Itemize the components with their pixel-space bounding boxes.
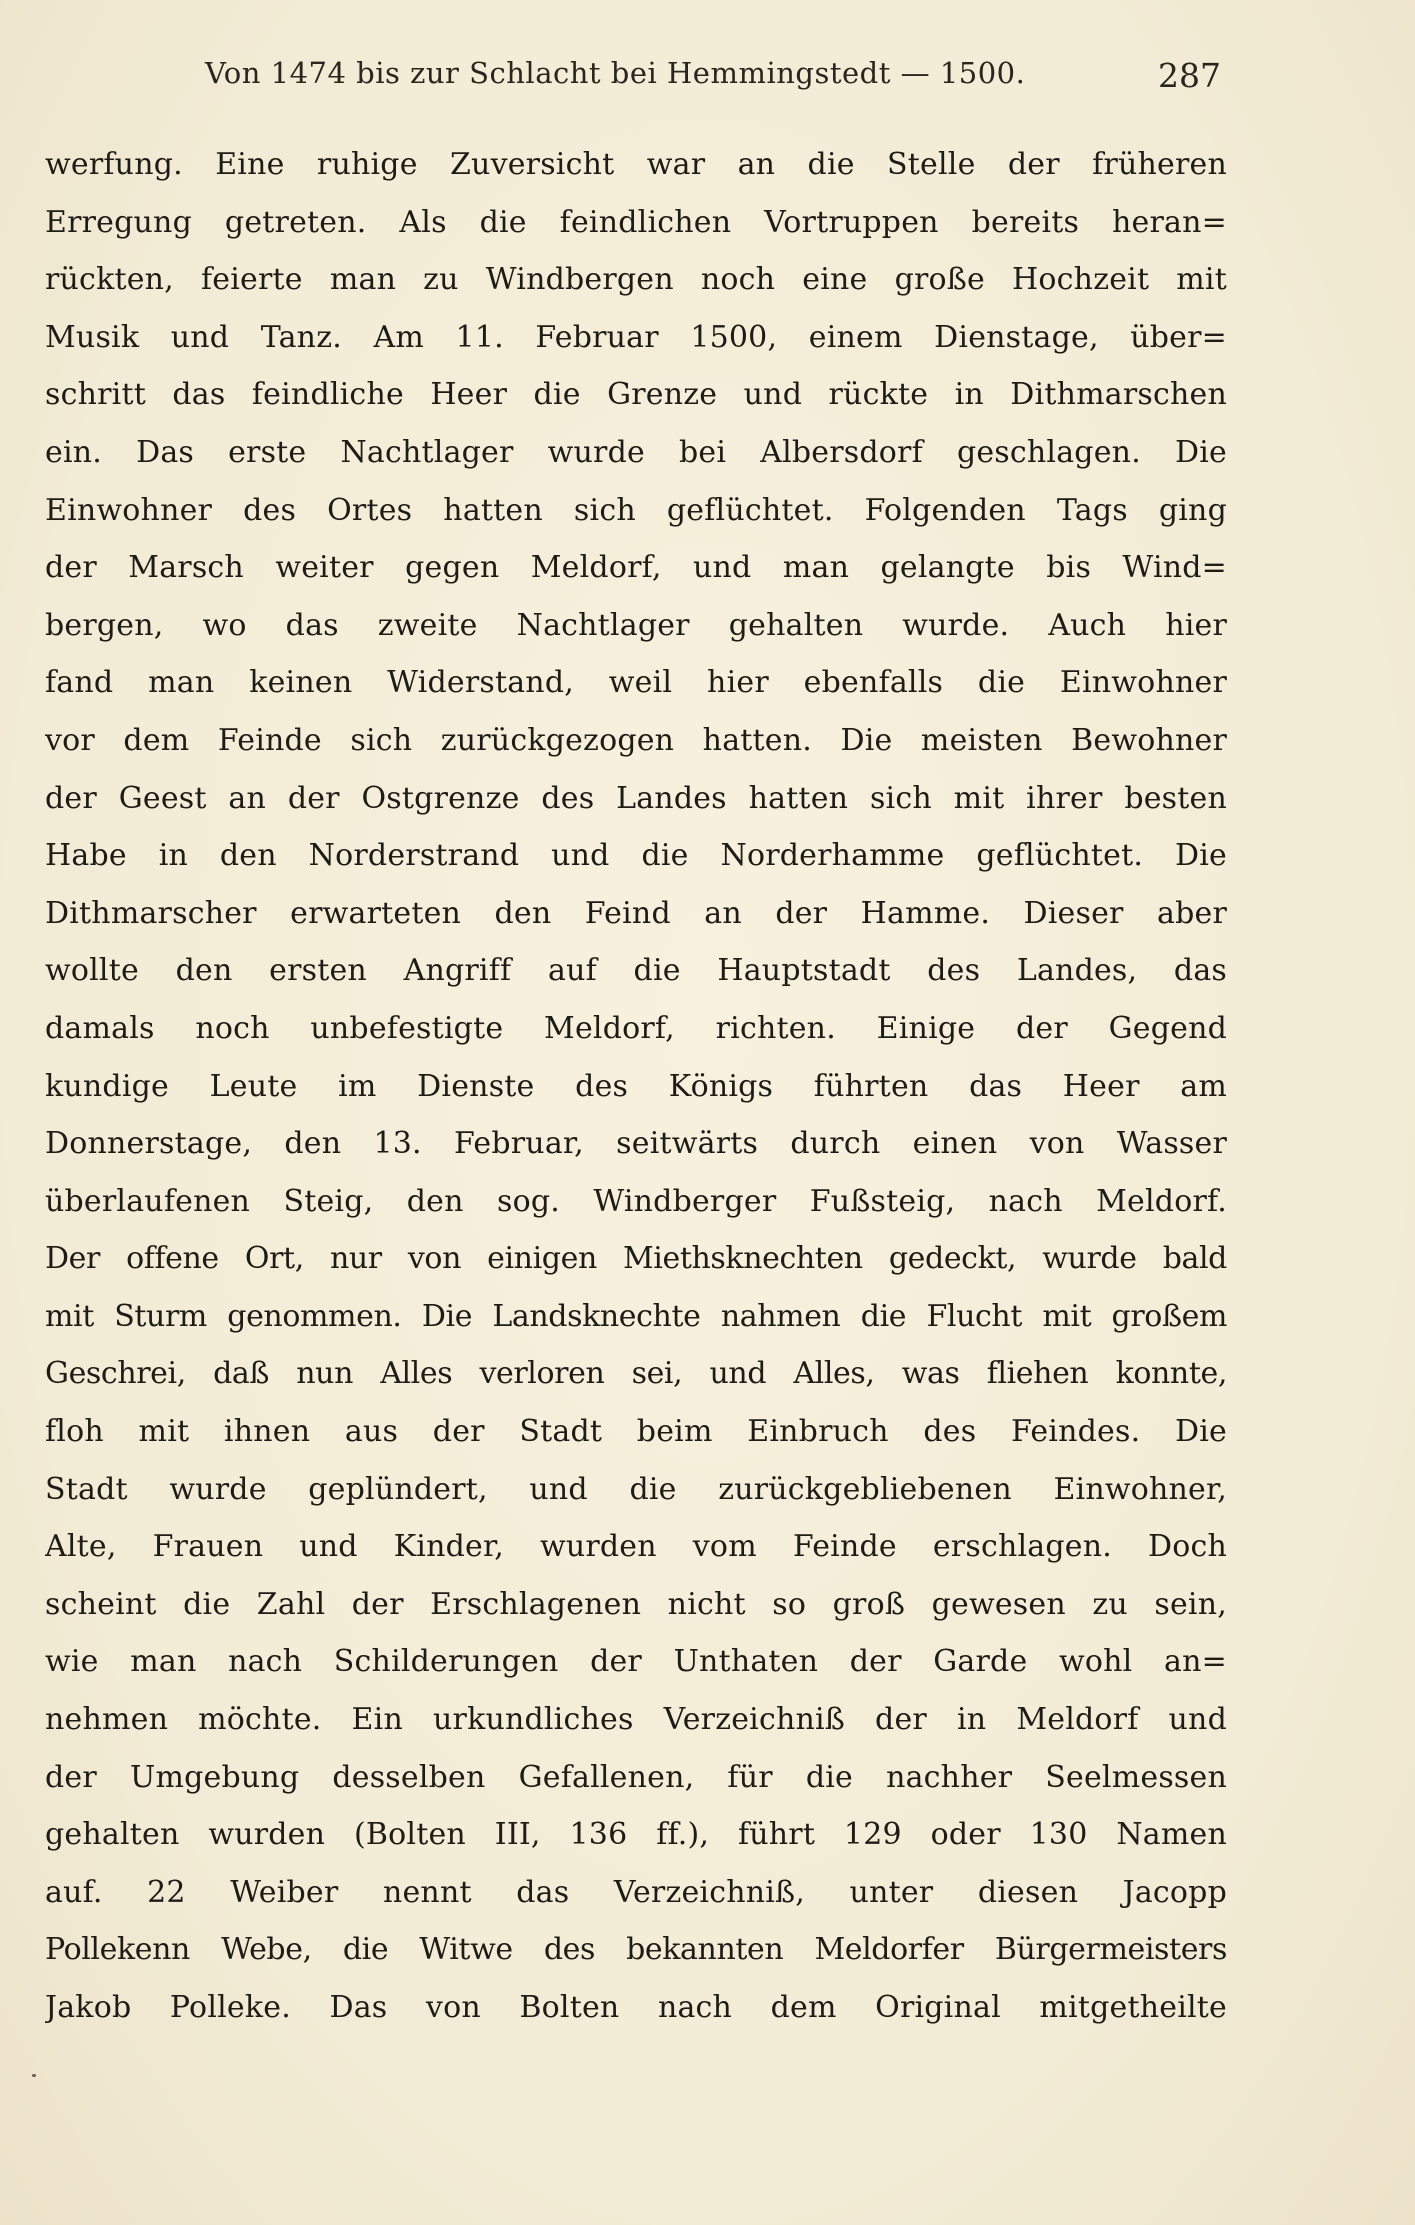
text-line: Alte, Frauen und Kinder, wurden vom Feinde erschlagen. Doch	[45, 1529, 1227, 1565]
text-line: rückten, feierte man zu Windbergen noch eine große Hochzeit mit	[45, 262, 1227, 298]
text-line: damals noch unbefestigte Meldorf, richten. Einige der Gegend	[45, 1010, 1227, 1046]
text-line: auf. 22 Weiber nennt das Verzeichniß, unter diesen Jacopp	[45, 1874, 1227, 1910]
text-line: Geschrei, daß nun Alles verloren sei, und Alles, was fliehen konnte,	[45, 1356, 1227, 1392]
text-line: nehmen möchte. Ein urkundliches Verzeichniß der in Meldorf und	[45, 1702, 1227, 1738]
text-line: Der offene Ort, nur von einigen Miethsknechten gedeckt, wurde bald	[45, 1241, 1227, 1277]
running-head: Von 1474 bis zur Schlacht bei Hemmingstedt — 1500.	[205, 56, 1026, 90]
text-line: Stadt wurde geplündert, und die zurückgebliebenen Einwohner,	[45, 1471, 1227, 1507]
text-line: Jakob Polleke. Das von Bolten nach dem Original mitgetheilte	[45, 1990, 1227, 2025]
text-line: Einwohner des Ortes hatten sich geflüchtet. Folgenden Tags ging	[45, 492, 1227, 528]
text-line: bergen, wo das zweite Nachtlager gehalten wurde. Auch hier	[45, 607, 1227, 643]
text-line: überlaufenen Steig, den sog. Windberger Fußsteig, nach Meldorf.	[45, 1183, 1227, 1219]
page-number: 287	[1158, 56, 1221, 95]
text-line: schritt das feindliche Heer die Grenze und rückte in Dithmarschen	[45, 377, 1227, 413]
text-line: ein. Das erste Nachtlager wurde bei Albersdorf geschlagen. Die	[45, 434, 1227, 470]
text-line: wie man nach Schilderungen der Unthaten der Garde wohl an=	[45, 1644, 1227, 1680]
text-line: kundige Leute im Dienste des Königs führten das Heer am	[45, 1068, 1227, 1104]
text-line: floh mit ihnen aus der Stadt beim Einbruch des Feindes. Die	[45, 1414, 1227, 1450]
text-line: fand man keinen Widerstand, weil hier ebenfalls die Einwohner	[45, 665, 1227, 701]
text-line: scheint die Zahl der Erschlagenen nicht so groß gewesen zu sein,	[45, 1586, 1227, 1622]
body-text	[45, 136, 1227, 2037]
text-line: Habe in den Norderstrand und die Norderhamme geflüchtet. Die	[45, 838, 1227, 874]
text-line: der Umgebung desselben Gefallenen, für die nachher Seelmessen	[45, 1759, 1227, 1795]
text-line: mit Sturm genommen. Die Landsknechte nahmen die Flucht mit großem	[45, 1298, 1227, 1334]
paper-speck	[32, 2074, 36, 2077]
text-line: vor dem Feinde sich zurückgezogen hatten. Die meisten Bewohner	[45, 722, 1227, 758]
text-line: gehalten wurden (Bolten III, 136 ff.), führt 129 oder 130 Namen	[45, 1817, 1227, 1853]
text-line: Dithmarscher erwarteten den Feind an der Hamme. Dieser aber	[45, 895, 1227, 931]
text-line: werfung. Eine ruhige Zuversicht war an die Stelle der früheren	[45, 147, 1227, 182]
text-line: Donnerstage, den 13. Februar, seitwärts durch einen von Wasser	[45, 1126, 1227, 1162]
text-line: wollte den ersten Angriff auf die Hauptstadt des Landes, das	[45, 953, 1227, 989]
text-line: Pollekenn Webe, die Witwe des bekannten Meldorfer Bürgermeisters	[45, 1932, 1227, 1968]
text-line: Musik und Tanz. Am 11. Februar 1500, einem Dienstage, über=	[45, 319, 1227, 355]
text-line: der Marsch weiter gegen Meldorf, und man gelangte bis Wind=	[45, 550, 1227, 586]
text-line: Erregung getreten. Als die feindlichen Vortruppen bereits heran=	[45, 204, 1227, 240]
text-line: der Geest an der Ostgrenze des Landes hatten sich mit ihrer besten	[45, 780, 1227, 816]
